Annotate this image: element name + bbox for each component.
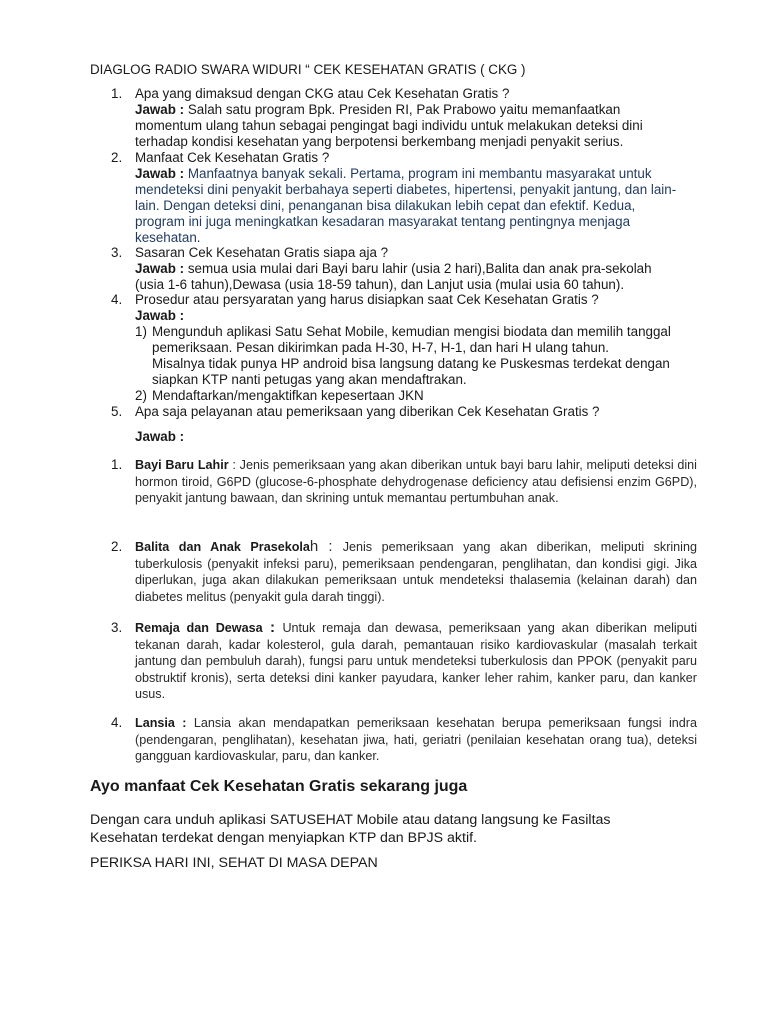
service-text: Lansia akan mendapatkan pemeriksaan kesehatan berupa pemeriksaan fungsi indra (pendengaran, penglihatan), kesehatan jiwa, hati, geriatri (penilaian kesehatan orang tua), deteksi gangguan kardiovaskular, paru, dan kanker. xyxy=(135,716,697,763)
answer-label: Jawab : xyxy=(135,102,185,117)
service-label: Bayi Baru Lahir xyxy=(135,458,229,472)
answer-label: Jawab : xyxy=(135,261,185,276)
answer-line: lain. Dengan deteksi dini, penanganan bisa dilakukan lebih cepat dan efektif. Kedua, xyxy=(135,198,636,213)
service-text: Untuk remaja dan dewasa, pemeriksaan yang akan diberikan meliputi tekanan darah, kadar kolesterol, gula darah, pemantauan risiko kardiovaskular (masalah terkait jantung dan pembuluh darah), fungsi paru untuk mendeteksi tuberkulosis dan PPOK (penyakit paru obstruktif kronis), serta deteksi dini kanker payudara, kanker leher rahim, kanker paru, dan kanker usus. xyxy=(135,621,697,701)
answer-line: program ini juga meningkatkan kesadaran masyarakat tentang pentingnya menjaga xyxy=(135,214,631,229)
step-line: siapkan KTP nanti petugas yang akan mendaftrakan. xyxy=(152,372,467,387)
answer-line: terhadap kondisi kesehatan yang berpotensi berkembang menjadi penyakit serius. xyxy=(135,134,624,149)
slogan: PERIKSA HARI INI, SEHAT DI MASA DEPAN xyxy=(90,855,378,871)
service-number: 4. xyxy=(111,715,123,730)
step-line: Mendaftarkan/mengaktifkan kepesertaan JKN xyxy=(152,388,424,403)
answer-line: Jawab : Salah satu program Bpk. Presiden RI, Pak Prabowo yaitu memanfaatkan xyxy=(135,102,621,117)
question-text: Prosedur atau persyaratan yang harus disiapkan saat Cek Kesehatan Gratis ? xyxy=(135,292,599,307)
service-number: 2. xyxy=(111,539,123,554)
answer-label: Jawab : xyxy=(135,166,185,181)
answer-label: Jawab : xyxy=(135,429,185,444)
service-number: 3. xyxy=(111,620,123,635)
question-text: Apa saja pelayanan atau pemeriksaan yang diberikan Cek Kesehatan Gratis ? xyxy=(135,404,600,419)
step-line: pemeriksaan. Pesan dikirimkan pada H-30, H-7, H-1, dan hari H ulang tahun. xyxy=(152,340,610,355)
step-line: Misalnya tidak punya HP android bisa langsung datang ke Puskesmas terdekat dengan xyxy=(152,356,670,371)
closing-line: Kesehatan terdekat dengan menyiapkan KTP dan BPJS aktif. xyxy=(90,830,477,846)
answer-line: (usia 1-6 tahun),Dewasa (usia 18-59 tahun), dan Lanjut usia (mulai usia 60 tahun). xyxy=(135,277,625,292)
question-text: Manfaat Cek Kesehatan Gratis ? xyxy=(135,150,330,165)
service-number: 1. xyxy=(111,457,123,472)
step-number: 1) xyxy=(135,324,147,339)
section-heading: Ayo manfaat Cek Kesehatan Gratis sekarang juga xyxy=(90,778,468,795)
service-text: Jenis pemeriksaan yang akan diberikan untuk bayi baru lahir, meliputi deteksi dini hormon tiroid, G6PD (glucose-6-phosphate dehydrogenase deficiency atau defisiensi enzim G6PD), penyakit jantung bawaan, dan skrining untuk memantau pertumbuhan anak. xyxy=(135,458,697,505)
question-number: 3. xyxy=(111,245,123,260)
service-label: Remaja dan Dewasa xyxy=(135,621,263,635)
service-item-balita: Balita dan Anak Prasekolah : Jenis pemeriksaan yang akan diberikan, meliputi skrining tuberkulosis (penyakit infeksi paru), pemeriksaan pendengaran, penglihatan, dan kondisi gigi. Jika diperlukan, juga akan dilakukan pemeriksaan untuk mendeteksi thalasemia (kelainan darah) dan diabetes melitus (penyakit gula darah tinggi). xyxy=(135,538,697,604)
question-text: Sasaran Cek Kesehatan Gratis siapa aja ? xyxy=(135,245,389,260)
question-number: 1. xyxy=(111,86,123,101)
question-number: 4. xyxy=(111,292,123,307)
document-title: DIAGLOG RADIO SWARA WIDURI “ CEK KESEHATAN GRATIS ( CKG ) xyxy=(90,62,526,77)
service-text: Jenis pemeriksaan yang akan diberikan, meliputi skrining tuberkulosis (penyakit infeksi paru), pemeriksaan pendengaran, penglihatan, dan kondisi gigi. Jika diperlukan, juga akan dilakukan pemeriksaan untuk mendeteksi thalasemia (kelainan darah) dan diabetes melitus (penyakit gula darah tinggi). xyxy=(135,540,697,604)
question-number: 5. xyxy=(111,404,123,419)
service-item-lansia: Lansia : Lansia akan mendapatkan pemeriksaan kesehatan berupa pemeriksaan fungsi indra (pendengaran, penglihatan), kesehatan jiwa, hati, geriatri (penilaian kesehatan orang tua), deteksi gangguan kardiovaskular, paru, dan kanker. xyxy=(135,716,697,763)
step-line: Mengunduh aplikasi Satu Sehat Mobile, kemudian mengisi biodata dan memilih tanggal xyxy=(152,324,671,339)
answer-label: Jawab : xyxy=(135,308,185,323)
answer-line: kesehatan. xyxy=(135,230,201,245)
service-item-bayi: Bayi Baru Lahir : Jenis pemeriksaan yang akan diberikan untuk bayi baru lahir, meliputi deteksi dini hormon tiroid, G6PD (glucose-6-phosphate dehydrogenase deficiency atau defisiensi enzim G6PD), penyakit jantung bawaan, dan skrining untuk memantau pertumbuhan anak. xyxy=(135,458,697,505)
answer-line: momentum ulang tahun sebagai pengingat bagi individu untuk melakukan deteksi dini xyxy=(135,118,643,133)
service-item-remaja: Remaja dan Dewasa : Untuk remaja dan dewasa, pemeriksaan yang akan diberikan meliputi tekanan darah, kadar kolesterol, gula darah, pemantauan risiko kardiovaskular (masalah terkait jantung dan pembuluh darah), fungsi paru untuk mendeteksi tuberkulosis dan PPOK (penyakit paru obstruktif kronis), serta deteksi dini kanker payudara, kanker leher rahim, kanker paru, dan kanker usus. xyxy=(135,619,697,701)
answer-line: Jawab : Manfaatnya banyak sekali. Pertama, program ini membantu masyarakat untuk xyxy=(135,166,652,181)
closing-line: Dengan cara unduh aplikasi SATUSEHAT Mobile atau datang langsung ke Fasiltas xyxy=(90,812,611,828)
service-label: Balita dan Anak Prasekola xyxy=(135,540,310,554)
answer-line: Jawab : semua usia mulai dari Bayi baru lahir (usia 2 hari),Balita dan anak pra-sekolah xyxy=(135,261,652,276)
question-number: 2. xyxy=(111,150,123,165)
service-label: Lansia xyxy=(135,716,175,730)
answer-line: mendeteksi dini penyakit berbahaya seperti diabetes, hipertensi, penyakit jantung, dan lain- xyxy=(135,182,677,197)
question-text: Apa yang dimaksud dengan CKG atau Cek Kesehatan Gratis ? xyxy=(135,86,510,101)
step-number: 2) xyxy=(135,388,147,403)
